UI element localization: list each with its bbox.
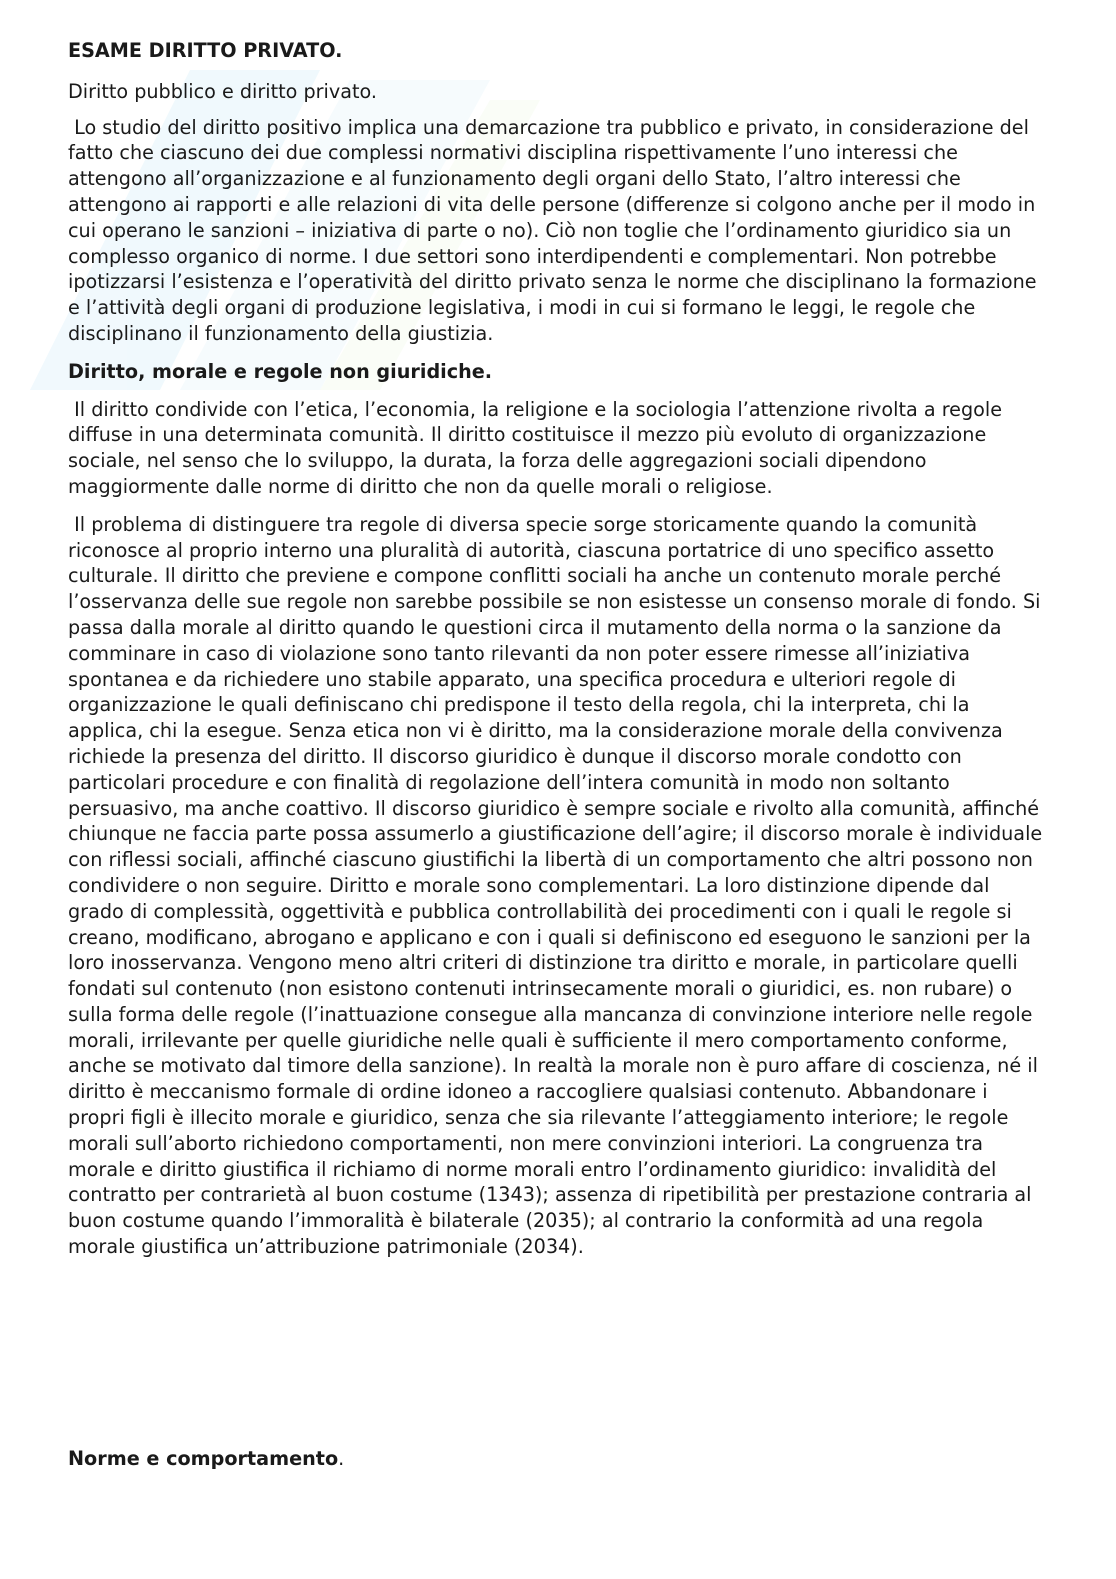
- section-heading-law-morals: Diritto, morale e regole non giuridiche.: [68, 359, 493, 383]
- paragraph: Il diritto condivide con l’etica, l’economia, la religione e la sociologia l’attenzione rivolta a regole diffuse in una determinata comunità. Il diritto costituisce il mezzo più evoluto di organizzazione sociale, nel senso che lo sviluppo, la durata, la forza delle aggregazioni sociali dipendono maggiormente dalle norme di diritto che non da quelle morali o religiose.: [68, 397, 1003, 498]
- section-heading-public-private: Diritto pubblico e diritto privato.: [68, 79, 378, 103]
- section-heading-period: .: [338, 1447, 345, 1470]
- document-page: [68, 38, 1048, 1272]
- paragraph: Lo studio del diritto positivo implica una demarcazione tra pubblico e privato, in considerazione del fatto che ciascuno dei due complessi normativi disciplina rispettivamente l’uno interessi che attengono all’organizzazione e al funzionamento degli organi dello Stato, l’altro interessi che attengono ai rapporti e alle relazioni di vita delle persone (differenze si colgono anche per il modo in cui operano le sanzioni – iniziativa di parte o no). Ciò non toglie che l’ordinamento giuridico sia un complesso organico di norme. I due settori sono interdipendenti e complementari. Non potrebbe ipotizzarsi l’esistenza e l’operatività del diritto privato senza le norme che disciplinano la formazione e l’attività degli organi di produzione legislativa, i modi in cui si formano le leggi, le regole che disciplinano il funzionamento della giustizia.: [68, 115, 1037, 345]
- section-heading-norms-behaviour: [68, 1446, 344, 1472]
- section-heading-text: Norme e comportamento: [68, 1447, 339, 1470]
- paragraph: Il problema di distinguere tra regole di diversa specie sorge storicamente quando la comunità riconosce al proprio interno una pluralità di autorità, ciascuna portatrice di uno specifico assetto culturale. Il diritto che previene e compone conflitti sociali ha anche un contenuto morale perché l’osservanza delle sue regole non sarebbe possibile se non esistesse un consenso morale di fondo. Si passa dalla morale al diritto quando le questioni circa il mutamento della norma o la sanzione da comminare in caso di violazione sono tanto rilevanti da non poter essere rimesse all’iniziativa spontanea e da richiedere uno stabile apparato, una specifica procedura e ulteriori regole di organizzazione le quali definiscano chi predispone il testo della regola, chi la interpreta, chi la applica, chi la esegue. Senza etica non vi è diritto, ma la considerazione morale della convivenza richiede la presenza del diritto. Il discorso giuridico è dunque il discorso morale condotto con particolari procedure e con finalità di regolazione dell’intera comunità in modo non soltanto persuasivo, ma anche coattivo. Il discorso giuridico è sempre sociale e rivolto alla comunità, affinché chiunque ne faccia parte possa assumerlo a giustificazione dell’agire; il discorso morale è individuale con riflessi sociali, affinché ciascuno giustifichi la libertà di un comportamento che altri possono non condividere o non seguire. Diritto e morale sono complementari. La loro distinzione dipende dal grado di complessità, oggettività e pubblica controllabilità dei procedimenti con i quali le regole si creano, modificano, abrogano e applicano e con i quali si definiscono ed eseguono le sanzioni per la loro inosservanza. Vengono meno altri criteri di distinzione tra diritto e morale, in particolare quelli fondati sul contenuto (non esistono contenuti intrinsecamente morali o giuridici, es. non rubare) o sulla forma delle regole (l’inattuazione consegue alla mancanza di convinzione interiore nelle regole morali, irrilevante per quelle giuridiche nelle quali è sufficiente il mero comportamento conforme, anche se motivato dal timore della sanzione). In realtà la morale non è puro affare di coscienza, né il diritto è meccanismo formale di ordine idoneo a raccogliere qualsiasi contenuto. Abbandonare i propri figli è illecito morale e giuridico, senza che sia rilevante l’atteggiamento interiore; le regole morali sull’aborto richiedono comportamenti, non mere convinzioni interiori. La congruenza tra morale e diritto giustifica il richiamo di norme morali entro l’ordinamento giuridico: invalidità del contratto per contrarietà al buon costume (1343); assenza di ripetibilità per prestazione contraria al buon costume quando l’immoralità è bilaterale (2035); al contrario la conformità ad una regola morale giustifica un’attribuzione patrimoniale (2034).: [68, 512, 1043, 1259]
- document-title: ESAME DIRITTO PRIVATO.: [68, 39, 343, 62]
